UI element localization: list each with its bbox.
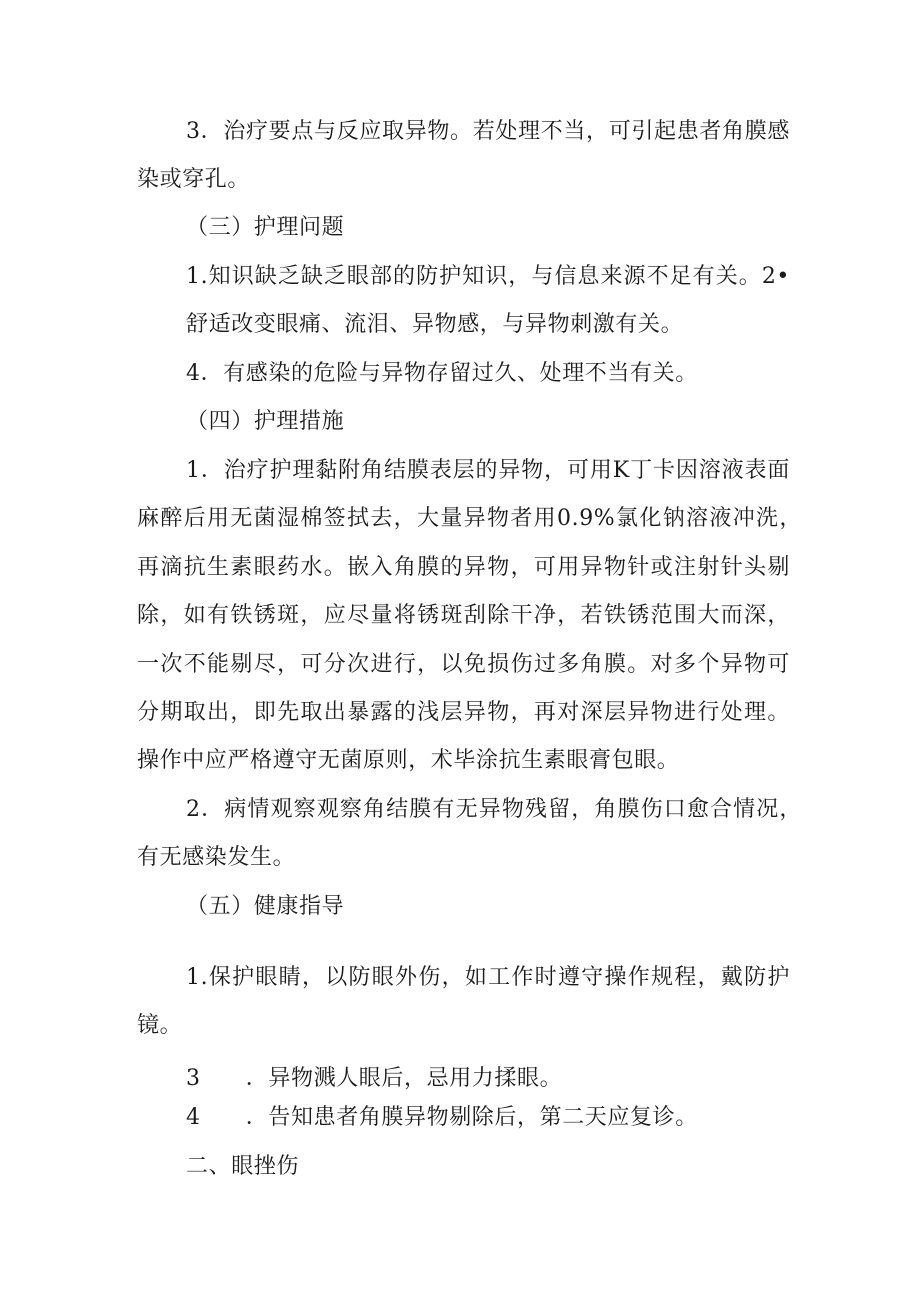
measure-1-line-5: 一次不能剔尽，可分次进行，以免损伤过多角膜。对多个异物可 bbox=[137, 652, 790, 677]
guidance-1-line-1: 1.保护眼睛，以防眼外伤，如工作时遵守操作规程，戴防护 bbox=[186, 965, 790, 990]
measure-1-line-7: 操作中应严格遵守无菌原则，术毕涂抗生素眼膏包眼。 bbox=[137, 748, 680, 773]
section-heading-nursing-problems: （三）护理问题 bbox=[186, 215, 345, 240]
paragraph-treatment-line-2: 染或穿孔。 bbox=[137, 167, 251, 192]
guidance-3: 3 ．异物溅人眼后，忌用力揉眼。 bbox=[186, 1066, 563, 1091]
measure-2-line-2: 有无感染发生。 bbox=[137, 845, 296, 870]
guidance-1-line-2: 镜。 bbox=[137, 1013, 183, 1038]
section-heading-nursing-measures: （四）护理措施 bbox=[186, 409, 345, 434]
measure-1-line-4: 除，如有铁锈斑，应尽量将锈斑刮除干净，若铁锈范围大而深， bbox=[137, 603, 790, 628]
measure-2-line-1: 2．病情观察观察角结膜有无异物残留，角膜伤口愈合情况， bbox=[186, 797, 802, 822]
section-heading-eye-contusion: 二、眼挫伤 bbox=[186, 1154, 300, 1179]
measure-1-line-3: 再滴抗生素眼药水。嵌入角膜的异物，可用异物针或注射针头剔 bbox=[137, 555, 790, 580]
nursing-problem-1-line-1: 1.知识缺乏缺乏眼部的防护知识，与信息来源不足有关。2• bbox=[186, 264, 790, 289]
measure-1-line-6: 分期取出，即先取出暴露的浅层异物，再对深层异物进行处理。 bbox=[137, 700, 790, 725]
measure-1-line-1: 1．治疗护理黏附角结膜表层的异物，可用K丁卡因溶液表面 bbox=[186, 458, 790, 483]
section-heading-health-guidance: （五）健康指导 bbox=[186, 894, 345, 919]
paragraph-treatment-line-1: 3．治疗要点与反应取异物。若处理不当，可引起患者角膜感 bbox=[186, 119, 790, 144]
guidance-4: 4 ．告知患者角膜异物剔除后，第二天应复诊。 bbox=[186, 1105, 698, 1130]
nursing-problem-2: 舒适改变眼痛、流泪、异物感，与异物刺激有关。 bbox=[186, 312, 684, 337]
measure-1-line-2: 麻醉后用无菌湿棉签拭去，大量异物者用0.9%氯化钠溶液冲洗， bbox=[137, 506, 802, 531]
nursing-problem-4: 4．有感染的危险与异物存留过久、处理不当有关。 bbox=[186, 361, 698, 386]
